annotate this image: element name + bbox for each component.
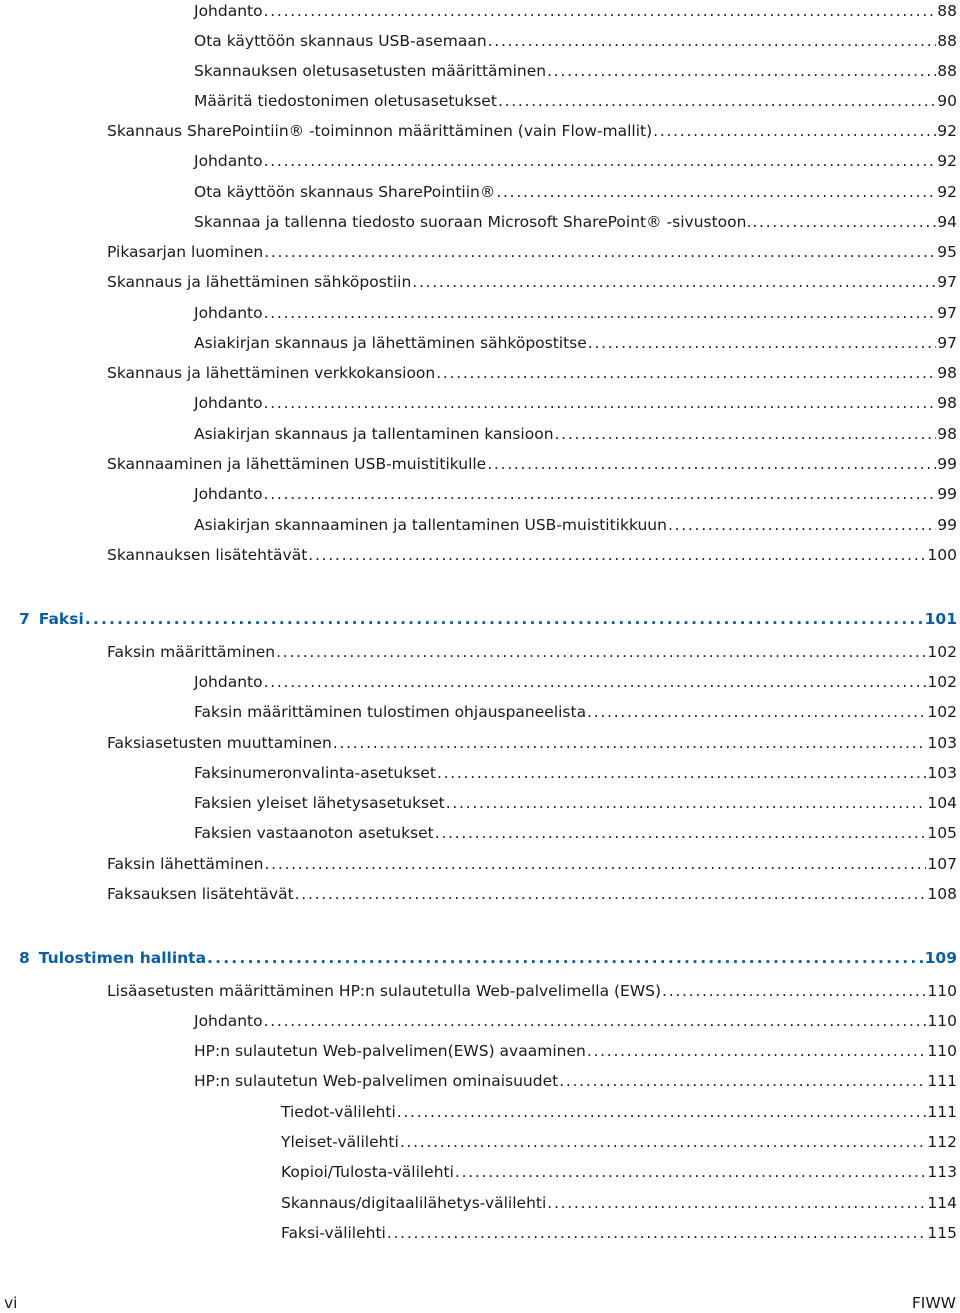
dot-leader (264, 484, 937, 504)
toc-page-number: 97 (937, 334, 957, 352)
toc-entry-title: Skannaa ja tallenna tiedosto suoraan Microsoft SharePoint® -sivustoon. (194, 213, 752, 231)
toc-page-number: 111 (927, 1072, 957, 1090)
toc-page-number: 107 (927, 855, 957, 873)
toc-page-number: 102 (927, 673, 957, 691)
toc-row-35[interactable] (281, 1128, 957, 1152)
dot-leader (264, 393, 937, 413)
toc-row-32[interactable] (194, 1037, 957, 1061)
toc-page-number: 110 (927, 982, 957, 1000)
dot-leader (264, 303, 937, 323)
toc-row-26[interactable] (194, 819, 957, 843)
toc-page-number: 111 (927, 1103, 957, 1121)
footer-page-number: vi (4, 1294, 18, 1312)
toc-chapter-number: 7 (19, 610, 30, 628)
toc-row-21[interactable] (194, 668, 957, 692)
dot-leader (397, 1102, 927, 1122)
toc-row-18[interactable] (107, 541, 957, 565)
toc-entry-title: Johdanto (194, 673, 263, 691)
toc-entry-title: Skannaus SharePointiin® -toiminnon määrittäminen (vain Flow-mallit) (107, 122, 653, 140)
toc-row-0[interactable] (194, 0, 957, 21)
dot-leader (436, 363, 936, 383)
dot-leader (498, 91, 936, 111)
toc-page-number: 90 (937, 92, 957, 110)
dot-leader (265, 854, 927, 874)
toc-row-36[interactable] (281, 1158, 957, 1182)
toc-entry-title: HP:n sulautetun Web-palvelimen ominaisuudet (194, 1072, 559, 1090)
toc-entry-title: Johdanto (194, 1012, 263, 1030)
toc-entry-title: Faksauksen lisätehtävät (107, 885, 294, 903)
toc-row-38[interactable] (281, 1219, 957, 1243)
toc-page-number: 97 (937, 273, 957, 291)
toc-entry-title: Faksien yleiset lähetysasetukset (194, 794, 445, 812)
toc-entry-title: Tiedot-välilehti (281, 1103, 396, 1121)
toc-entry-title: Faksin määrittäminen tulostimen ohjauspaneelista (194, 703, 587, 721)
toc-entry-title: Skannaaminen ja lähettäminen USB-muistitikulle (107, 455, 487, 473)
toc-page-number: 109 (924, 949, 957, 967)
toc-page-number: 110 (927, 1012, 957, 1030)
toc-row-25[interactable] (194, 789, 957, 813)
toc-entry-title: Faksiasetusten muuttaminen (107, 734, 332, 752)
dot-leader (587, 1041, 927, 1061)
toc-entry-title: Asiakirjan skannaaminen ja tallentaminen USB-muistitikkuun (194, 516, 667, 534)
toc-page-number: 99 (937, 516, 957, 534)
toc-row-8[interactable] (107, 238, 957, 262)
toc-row-24[interactable] (194, 759, 957, 783)
dot-leader (555, 424, 937, 444)
toc-page-number: 95 (937, 243, 957, 261)
toc-row-10[interactable] (194, 299, 957, 323)
dot-leader (264, 1, 937, 21)
dot-leader (559, 1071, 926, 1091)
toc-entry-title: Skannaus ja lähettäminen verkkokansioon (107, 364, 436, 382)
toc-page-number: 88 (937, 62, 957, 80)
toc-entry-title: Faksin lähettäminen (107, 855, 264, 873)
toc-page-number: 114 (927, 1194, 957, 1212)
toc-row-20[interactable] (107, 638, 957, 662)
toc-row-34[interactable] (281, 1098, 957, 1122)
toc-page-number: 98 (937, 364, 957, 382)
toc-entry-title: Yleiset-välilehti (281, 1133, 399, 1151)
toc-page-number: 102 (927, 703, 957, 721)
toc-page-number: 98 (937, 425, 957, 443)
toc-row-27[interactable] (107, 850, 957, 874)
dot-leader (752, 212, 936, 232)
toc-row-37[interactable] (281, 1189, 957, 1213)
toc-page-number: 92 (937, 152, 957, 170)
toc-row-31[interactable] (194, 1007, 957, 1031)
toc-row-15[interactable] (107, 450, 957, 474)
dot-leader (308, 545, 926, 565)
dot-leader (333, 733, 927, 753)
dot-leader (455, 1162, 926, 1182)
toc-page-number: 108 (927, 885, 957, 903)
dot-leader (653, 121, 936, 141)
dot-leader (487, 454, 936, 474)
toc-row-6[interactable] (194, 178, 957, 202)
toc-entry-title: Johdanto (194, 304, 263, 322)
toc-row-9[interactable] (107, 268, 957, 292)
toc-page-number: 113 (927, 1163, 957, 1181)
toc-page-number: 88 (937, 2, 957, 20)
toc-row-23[interactable] (107, 729, 957, 753)
toc-row-16[interactable] (194, 480, 957, 504)
toc-page-number: 92 (937, 183, 957, 201)
toc-row-12[interactable] (107, 359, 957, 383)
toc-chapter-7[interactable] (19, 605, 957, 629)
toc-page-number: 104 (927, 794, 957, 812)
toc-page-number: 105 (927, 824, 957, 842)
dot-leader (547, 61, 936, 81)
toc-page-number: 102 (927, 643, 957, 661)
dot-leader (264, 672, 927, 692)
toc-entry-title: Ota käyttöön skannaus SharePointiin® (194, 183, 496, 201)
toc-row-11[interactable] (194, 329, 957, 353)
toc-row-17[interactable] (194, 511, 957, 535)
dot-leader (488, 31, 937, 51)
toc-row-2[interactable] (194, 57, 957, 81)
toc-entry-title: Faksin määrittäminen (107, 643, 276, 661)
toc-chapter-number: 8 (19, 949, 30, 967)
dot-leader (437, 763, 926, 783)
toc-row-22[interactable] (194, 698, 957, 722)
dot-leader (587, 702, 926, 722)
dot-leader (85, 609, 924, 629)
toc-entry-title: Faksi-välilehti (281, 1224, 386, 1242)
toc-entry-title: Määritä tiedostonimen oletusasetukset (194, 92, 497, 110)
toc-entry-title: Johdanto (194, 152, 263, 170)
dot-leader (547, 1193, 926, 1213)
dot-leader (668, 515, 936, 535)
toc-entry-title: Tulostimen hallinta (38, 949, 207, 967)
dot-leader (412, 272, 936, 292)
dot-leader (588, 333, 936, 353)
toc-page-number: 94 (937, 213, 957, 231)
dot-leader (400, 1132, 927, 1152)
toc-entry-title: Skannaus/digitaalilähetys-välilehti (281, 1194, 547, 1212)
dot-leader (496, 182, 936, 202)
dot-leader (435, 823, 927, 843)
toc-entry-title: Johdanto (194, 394, 263, 412)
toc-chapter-8[interactable] (19, 944, 957, 968)
toc-page-number: 103 (927, 764, 957, 782)
toc-entry-title: Skannaus ja lähettäminen sähköpostiin (107, 273, 412, 291)
dot-leader (276, 642, 926, 662)
dot-leader (207, 948, 924, 968)
toc-page-number: 110 (927, 1042, 957, 1060)
toc-page-number: 103 (927, 734, 957, 752)
toc-row-5[interactable] (194, 147, 957, 171)
toc-row-3[interactable] (194, 87, 957, 111)
toc-entry-title: Lisäasetusten määrittäminen HP:n sulautetulla Web-palvelimella (EWS) (107, 982, 662, 1000)
toc-row-28[interactable] (107, 880, 957, 904)
toc-entry-title: Johdanto (194, 2, 263, 20)
toc-entry-title: Faksinumeronvalinta-asetukset (194, 764, 436, 782)
toc-row-33[interactable] (194, 1067, 957, 1091)
toc-page-number: 97 (937, 304, 957, 322)
toc-entry-title: Kopioi/Tulosta-välilehti (281, 1163, 454, 1181)
dot-leader (264, 1011, 927, 1031)
toc-row-7[interactable] (194, 208, 957, 232)
toc-page-number: 98 (937, 394, 957, 412)
toc-page-number: 115 (927, 1224, 957, 1242)
toc-row-14[interactable] (194, 420, 957, 444)
toc-row-4[interactable] (107, 117, 957, 141)
toc-page-number: 99 (937, 455, 957, 473)
toc-page-number: 88 (937, 32, 957, 50)
toc-entry-title: HP:n sulautetun Web-palvelimen(EWS) avaaminen (194, 1042, 586, 1060)
dot-leader (662, 981, 926, 1001)
toc-page-number: 92 (937, 122, 957, 140)
footer-code: FIWW (911, 1294, 956, 1312)
dot-leader (446, 793, 927, 813)
toc-entry-title: Faksien vastaanoton asetukset (194, 824, 434, 842)
toc-row-1[interactable] (194, 27, 957, 51)
toc-entry-title: Pikasarjan luominen (107, 243, 264, 261)
toc-entry-title: Asiakirjan skannaus ja lähettäminen sähköpostitse (194, 334, 587, 352)
toc-row-30[interactable] (107, 977, 957, 1001)
dot-leader (387, 1223, 927, 1243)
toc-row-13[interactable] (194, 389, 957, 413)
toc-entry-title: Faksi (38, 610, 84, 628)
toc-page-number: 112 (927, 1133, 957, 1151)
dot-leader (264, 151, 937, 171)
toc-entry-title: Skannauksen lisätehtävät (107, 546, 308, 564)
toc-page-number: 100 (927, 546, 957, 564)
dot-leader (264, 242, 936, 262)
toc-entry-title: Skannauksen oletusasetusten määrittäminen (194, 62, 547, 80)
toc-entry-title: Ota käyttöön skannaus USB-asemaan (194, 32, 487, 50)
toc-entry-title: Johdanto (194, 485, 263, 503)
toc-page-number: 99 (937, 485, 957, 503)
toc-page-number: 101 (924, 610, 957, 628)
dot-leader (295, 884, 927, 904)
toc-entry-title: Asiakirjan skannaus ja tallentaminen kansioon (194, 425, 554, 443)
